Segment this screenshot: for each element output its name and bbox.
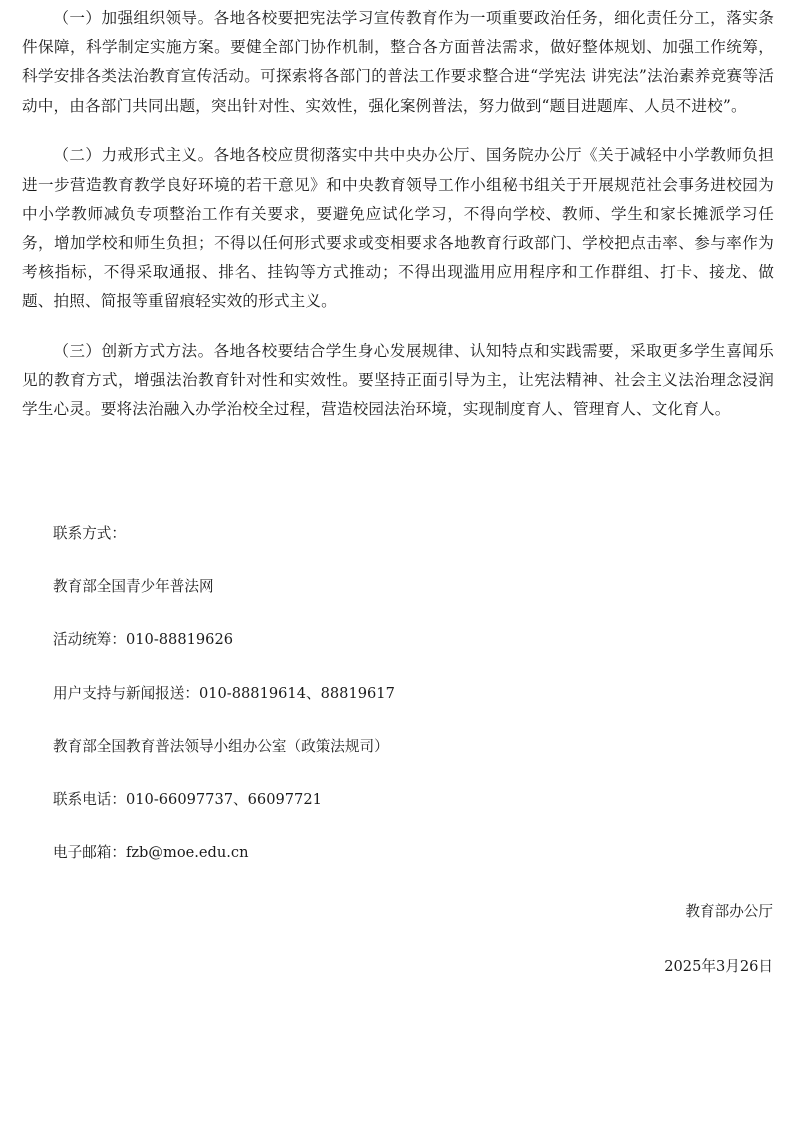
paragraph-avoid-formalism: （二）力戒形式主义。各地各校应贯彻落实中共中央办公厅、国务院办公厅《关于减轻中小学教师负担进一步营造教育教学良好环境的若干意见》和中央教育领导工作小组秘书组关于开展规范社会事务进校园为中小学教师减负专项整治工作有关要求，要避免应试化学习，不得向学校、教师、学生和家长摊派学习任务，增加学校和师生负担；不得以任何形式要求或变相要求各地教育行政部门、学校把点击率、参与率作为考核指标，不得采取通报、排名、挂钩等方式推动；不得出现滥用应用程序和工作群组、打卡、接龙、做题、拍照、简报等重留痕轻实效的形式主义。 — [22, 146, 774, 311]
contact-activity-phone: 活动统筹：010-88819626 — [53, 631, 234, 649]
document-body — [22, 4, 774, 425]
contact-support-phone: 用户支持与新闻报送：010-88819614、88819617 — [53, 684, 395, 702]
contact-section — [53, 524, 395, 896]
contact-email: 电子邮箱：fzb@moe.edu.cn — [53, 844, 249, 862]
signature-office: 教育部办公厅 — [685, 903, 773, 920]
paragraph-innovate-methods: （三）创新方式方法。各地各校要结合学生身心发展规律、认知特点和实践需要，采取更多学生喜闻乐见的教育方式，增强法治教育针对性和实效性。要坚持正面引导为主，让宪法精神、社会主义法治理念浸润学生心灵。要将法治融入办学治校全过程，营造校园法治环境，实现制度育人、管理育人、文化育人。 — [22, 342, 774, 419]
contact-office-phone: 联系电话：010-66097737、66097721 — [53, 790, 322, 808]
paragraph-organization-leadership: （一）加强组织领导。各地各校要把宪法学习宣传教育作为一项重要政治任务，细化责任分工，落实条件保障，科学制定实施方案。要健全部门协作机制，整合各方面普法需求，做好整体规划、加强工作统筹，科学安排各类法治教育宣传活动。可探索将各部门的普法工作要求整合进“学宪法 讲宪法”法治素养竞赛等活动中，由各部门共同出题，突出针对性、实效性，强化案例普法，努力做到“题目进题库、人员不进校”。 — [22, 9, 774, 115]
contact-heading: 联系方式： — [53, 525, 126, 542]
contact-org-youth-law-site: 教育部全国青少年普法网 — [53, 578, 214, 596]
signature-date: 2025年3月26日 — [664, 958, 773, 975]
contact-org-law-office: 教育部全国教育普法领导小组办公室（政策法规司） — [53, 737, 389, 755]
